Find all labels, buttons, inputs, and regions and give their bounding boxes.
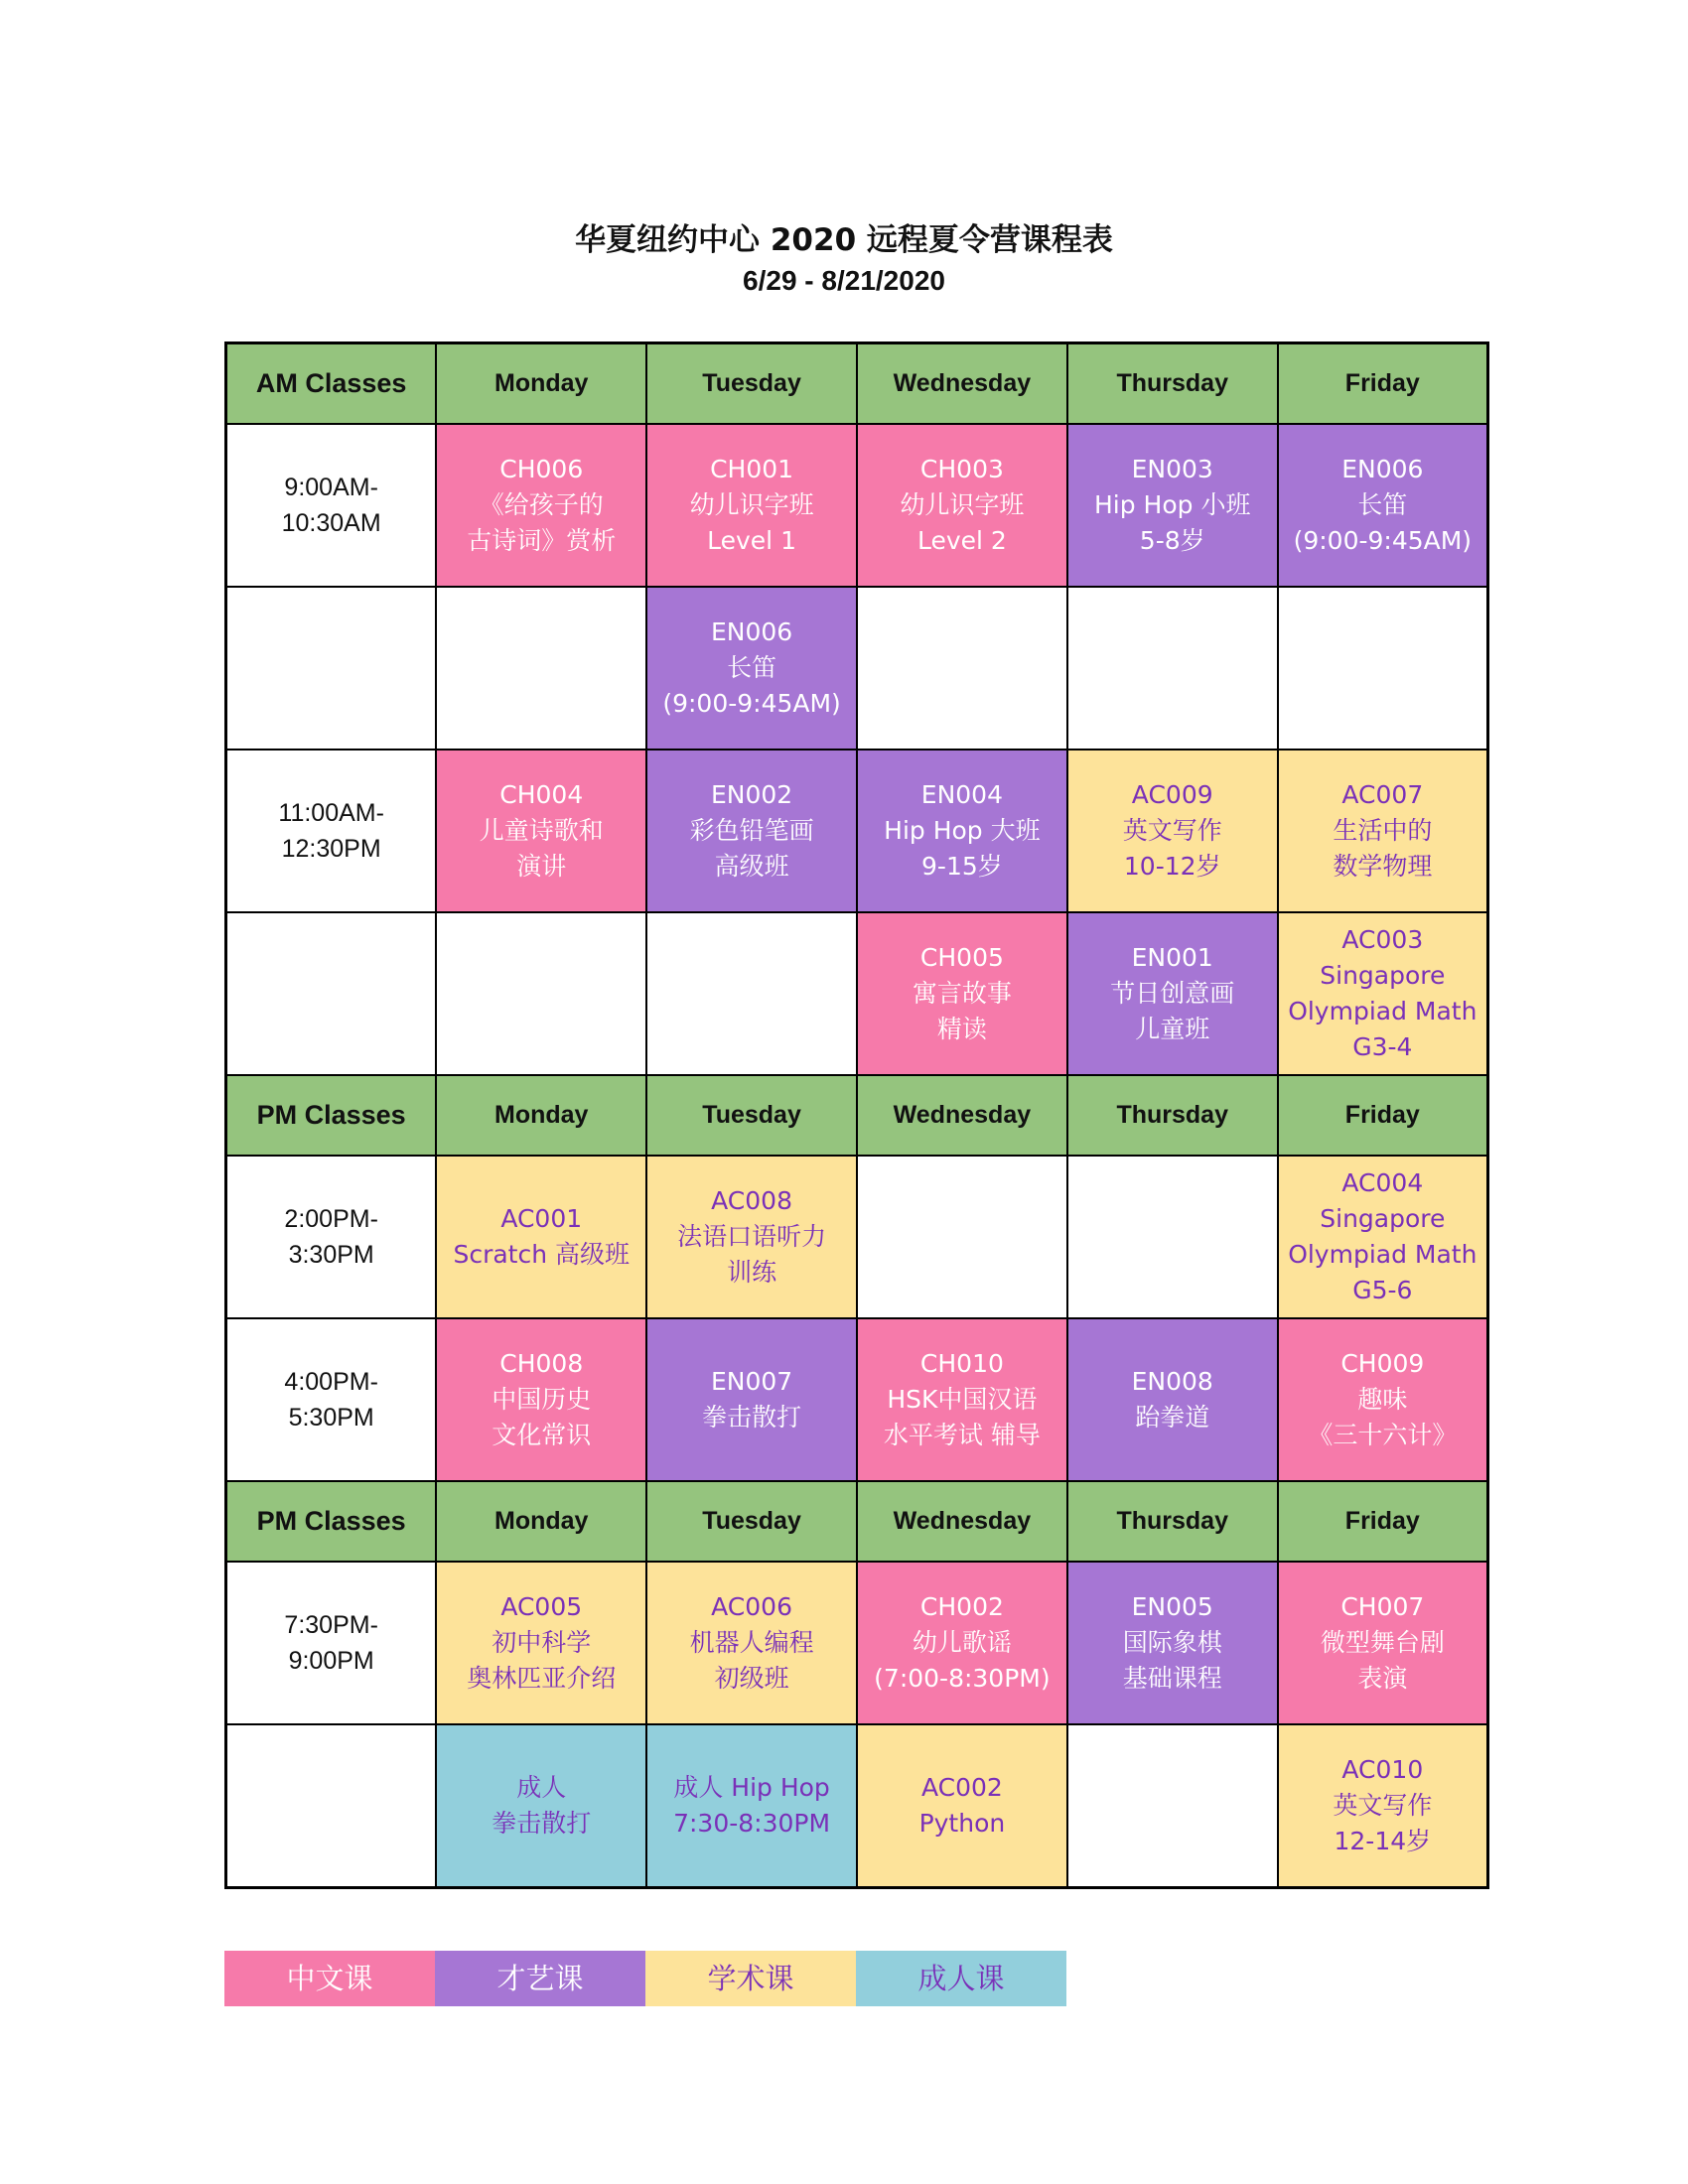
class-cell [857, 1562, 1067, 1724]
class-cell [1278, 912, 1488, 1075]
cell-line: 国际象棋 [1122, 1628, 1222, 1657]
cell-line: (7:00-8:30PM) [874, 1664, 1051, 1693]
cell-line: 趣味 [1357, 1385, 1408, 1414]
class-cell [1278, 750, 1488, 912]
empty-cell [857, 1156, 1067, 1318]
cell-line: AC006 [711, 1592, 792, 1621]
cell-line: 文化常识 [492, 1421, 592, 1449]
empty-cell [857, 587, 1067, 750]
cell-line: Hip Hop 大班 [884, 816, 1041, 845]
section-header-row [226, 1481, 1488, 1562]
time-slot-row [226, 750, 1488, 912]
day-header: Friday [1278, 1481, 1488, 1562]
cell-line: 10:30AM [281, 509, 381, 537]
class-cell [1278, 1156, 1488, 1318]
day-header: Monday [436, 1075, 646, 1156]
class-cell [1278, 1562, 1488, 1724]
cell-line: 幼儿识字班 [689, 490, 814, 519]
time-cell [226, 750, 437, 912]
cell-line: 7:30-8:30PM [673, 1809, 831, 1838]
day-header: Tuesday [646, 1481, 857, 1562]
cell-line: 精读 [936, 1015, 987, 1043]
cell-line: AC002 [920, 1773, 1003, 1802]
time-slot-row [226, 587, 1488, 750]
cell-line: 长笛 [1357, 490, 1408, 519]
cell-line: Scratch 高级班 [453, 1240, 631, 1269]
cell-line: 训练 [727, 1258, 777, 1287]
cell-line: AC009 [1131, 780, 1213, 809]
legend-item: 中文课 [224, 1951, 435, 2006]
cell-line: 生活中的 [1333, 816, 1433, 845]
cell-line: Singapore [1320, 961, 1446, 990]
cell-line: CH008 [499, 1349, 584, 1378]
legend-item: 才艺课 [435, 1951, 645, 2006]
cell-line: EN007 [710, 1367, 793, 1396]
cell-line: 成人 Hip Hop [673, 1773, 830, 1802]
class-cell [436, 1318, 646, 1481]
cell-line: AC008 [711, 1186, 792, 1215]
cell-line: 9-15岁 [921, 852, 1003, 881]
empty-cell [1067, 1156, 1278, 1318]
cell-line: EN008 [1131, 1367, 1213, 1396]
class-cell [1067, 1318, 1278, 1481]
class-cell [436, 1156, 646, 1318]
cell-line: AC007 [1341, 780, 1424, 809]
class-cell [1067, 1562, 1278, 1724]
cell-line: AC004 [1341, 1168, 1424, 1197]
class-cell [646, 1562, 857, 1724]
cell-line: 演讲 [516, 852, 567, 881]
cell-line: CH001 [710, 455, 794, 483]
section-label: PM Classes [226, 1075, 437, 1156]
cell-line: CH007 [1340, 1592, 1425, 1621]
section-header-row [226, 343, 1488, 425]
day-header: Monday [436, 343, 646, 425]
cell-line: Level 1 [707, 526, 796, 555]
section-label: PM Classes [226, 1481, 437, 1562]
class-cell [1067, 750, 1278, 912]
cell-line: Olympiad Math [1288, 1240, 1477, 1269]
class-cell [646, 750, 857, 912]
class-cell [1278, 1318, 1488, 1481]
time-cell [226, 1724, 437, 1888]
cell-line: 4:00PM- [284, 1368, 378, 1396]
cell-line: 9:00AM- [284, 474, 378, 501]
time-cell [226, 1318, 437, 1481]
time-slot-row [226, 1156, 1488, 1318]
day-header: Tuesday [646, 1075, 857, 1156]
cell-line: 跆拳道 [1135, 1403, 1210, 1432]
empty-cell [436, 587, 646, 750]
cell-line: CH003 [919, 455, 1004, 483]
cell-line: 《给孩子的 [479, 490, 604, 519]
cell-line: EN005 [1131, 1592, 1213, 1621]
cell-line: CH002 [919, 1592, 1004, 1621]
time-slot-row [226, 1724, 1488, 1888]
page-title: 华夏纽约中心 2020 远程夏令营课程表 [575, 222, 1113, 258]
cell-line: 幼儿歌谣 [912, 1628, 1012, 1657]
day-header: Thursday [1067, 343, 1278, 425]
cell-line: AC003 [1341, 925, 1424, 954]
cell-line: G3-4 [1352, 1032, 1413, 1061]
schedule-table [224, 341, 1489, 1889]
cell-line: G5-6 [1352, 1276, 1413, 1304]
cell-line: 5-8岁 [1139, 526, 1205, 555]
class-cell [646, 1156, 857, 1318]
class-cell [1067, 424, 1278, 587]
time-slot-row [226, 424, 1488, 587]
cell-line: EN002 [710, 780, 793, 809]
day-header: Thursday [1067, 1481, 1278, 1562]
cell-line: 5:30PM [288, 1404, 374, 1432]
cell-line: 初中科学 [492, 1628, 592, 1657]
cell-line: 2:00PM- [284, 1205, 378, 1233]
cell-line: 微型舞台剧 [1320, 1628, 1445, 1657]
cell-line: 幼儿识字班 [900, 490, 1025, 519]
cell-line: 3:30PM [288, 1241, 374, 1269]
cell-line: EN006 [1341, 455, 1424, 483]
class-cell [1278, 1724, 1488, 1888]
class-cell [436, 1562, 646, 1724]
class-cell [1278, 424, 1488, 587]
day-header: Wednesday [857, 1075, 1067, 1156]
class-cell [857, 750, 1067, 912]
cell-line: 12-14岁 [1334, 1827, 1432, 1855]
empty-cell [1278, 587, 1488, 750]
class-cell [646, 424, 857, 587]
cell-line: 基础课程 [1122, 1664, 1222, 1693]
cell-line: Hip Hop 小班 [1093, 490, 1251, 519]
time-cell [226, 912, 437, 1075]
class-cell [857, 1724, 1067, 1888]
class-cell [1067, 912, 1278, 1075]
cell-line: EN004 [920, 780, 1003, 809]
cell-line: 英文写作 [1122, 816, 1222, 845]
cell-line: AC005 [500, 1592, 583, 1621]
cell-line: 中国历史 [492, 1385, 592, 1414]
class-cell [857, 424, 1067, 587]
day-header: Thursday [1067, 1075, 1278, 1156]
cell-line: CH010 [919, 1349, 1004, 1378]
cell-line: 拳击散打 [702, 1403, 802, 1432]
day-header: Friday [1278, 343, 1488, 425]
cell-line: 儿童班 [1135, 1015, 1210, 1043]
cell-line: 9:00PM [288, 1647, 374, 1675]
cell-line: 11:00AM- [278, 799, 384, 827]
cell-line: EN003 [1131, 455, 1213, 483]
cell-line: 长笛 [727, 653, 777, 682]
empty-cell [1067, 1724, 1278, 1888]
class-cell [646, 587, 857, 750]
cell-line: 彩色铅笔画 [689, 816, 814, 845]
time-cell [226, 587, 437, 750]
cell-line: 12:30PM [281, 835, 381, 863]
class-cell [436, 424, 646, 587]
time-cell [226, 1156, 437, 1318]
day-header: Friday [1278, 1075, 1488, 1156]
cell-line: 表演 [1357, 1664, 1408, 1693]
cell-line: Level 2 [916, 526, 1007, 555]
day-header: Wednesday [857, 343, 1067, 425]
cell-line: 《三十六计》 [1308, 1421, 1458, 1449]
cell-line: Olympiad Math [1288, 997, 1477, 1025]
cell-line: (9:00-9:45AM) [662, 689, 841, 718]
cell-line: EN001 [1131, 943, 1213, 972]
empty-cell [646, 912, 857, 1075]
cell-line: 水平考试 辅导 [883, 1421, 1041, 1449]
cell-line: 成人 [516, 1773, 567, 1802]
cell-line: 10-12岁 [1123, 852, 1221, 881]
cell-line: Singapore [1320, 1204, 1446, 1233]
cell-line: 寓言故事 [912, 979, 1012, 1008]
legend-item: 成人课 [856, 1951, 1066, 2006]
section-label: AM Classes [226, 343, 437, 425]
time-slot-row [226, 912, 1488, 1075]
cell-line: CH006 [499, 455, 584, 483]
section-header-row [226, 1075, 1488, 1156]
cell-line: 古诗词》赏析 [467, 526, 617, 555]
cell-line: CH005 [919, 943, 1004, 972]
cell-line: AC001 [500, 1204, 583, 1233]
class-cell [857, 912, 1067, 1075]
time-slot-row [226, 1562, 1488, 1724]
category-legend [224, 1951, 1066, 2006]
time-cell [226, 424, 437, 587]
time-slot-row [226, 1318, 1488, 1481]
cell-line: 拳击散打 [492, 1809, 592, 1838]
legend-item: 学术课 [645, 1951, 856, 2006]
cell-line: 节日创意画 [1110, 979, 1235, 1008]
empty-cell [436, 912, 646, 1075]
cell-line: 英文写作 [1333, 1791, 1433, 1820]
cell-line: 机器人编程 [689, 1628, 814, 1657]
cell-line: 7:30PM- [284, 1611, 378, 1639]
class-cell [436, 750, 646, 912]
cell-line: 数学物理 [1333, 852, 1433, 881]
class-cell [436, 1724, 646, 1888]
class-cell [857, 1318, 1067, 1481]
empty-cell [1067, 587, 1278, 750]
day-header: Tuesday [646, 343, 857, 425]
class-cell [646, 1318, 857, 1481]
day-header: Monday [436, 1481, 646, 1562]
day-header: Wednesday [857, 1481, 1067, 1562]
cell-line: HSK中国汉语 [887, 1385, 1038, 1414]
cell-line: Python [918, 1809, 1006, 1838]
class-cell [646, 1724, 857, 1888]
cell-line: CH004 [499, 780, 584, 809]
cell-line: 儿童诗歌和 [479, 816, 604, 845]
date-range: 6/29 - 8/21/2020 [743, 265, 945, 296]
cell-line: AC010 [1341, 1755, 1424, 1784]
cell-line: EN006 [710, 617, 793, 646]
cell-line: 初级班 [714, 1664, 789, 1693]
cell-line: 奥林匹亚介绍 [467, 1664, 617, 1693]
cell-line: CH009 [1340, 1349, 1425, 1378]
time-cell [226, 1562, 437, 1724]
cell-line: 法语口语听力 [677, 1222, 827, 1251]
cell-line: 高级班 [714, 852, 789, 881]
cell-line: (9:00-9:45AM) [1293, 526, 1473, 555]
